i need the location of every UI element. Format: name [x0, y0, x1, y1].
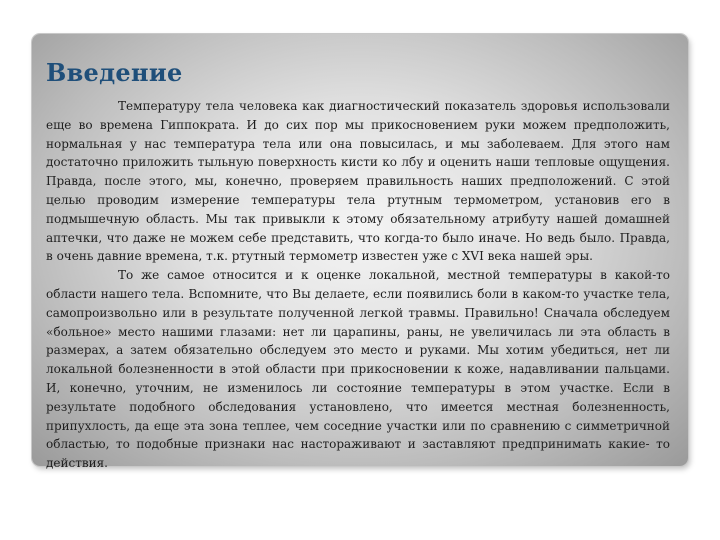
paragraph-2: То же самое относится и к оценке локальной, местной температуры в какой-то области нашего тела. Вспомните, что Вы делаете, если появились боли в каком-то участке тела, самопроизвольно или в результате полученной легкой травмы. Правильно! Сначала обследуем «больное» место нашими глазами: нет ли царапины, раны, не увеличилась ли эта область в размерах, а затем обязательно обследуем это место и руками. Мы хотим убедиться, нет ли локальной болезненности в этой области при прикосновении к коже, надавливании пальцами. И, конечно, уточним, не изменилось ли состояние температуры в этом участке. Если в результате подобного обследования установлено, что имеется местная болезненность, припухлость, да еще эта зона теплее, чем соседние участки или по сравнению с симметричной областью, то подобные признаки нас настораживают и заставляют предпринимать какие- то действия. [46, 268, 670, 471]
slide-title: Введение [46, 58, 183, 87]
paragraph-1: Температуру тела человека как диагностический показатель здоровья использовали еще во времена Гиппократа. И до сих пор мы прикосновением руки можем предположить, нормальная у нас температура тела или она повысилась, и мы заболеваем. Для этого нам достаточно приложить тыльную поверхность кисти ко лбу и оценить наши тепловые ощущения. Правда, после этого, мы, конечно, проверяем правильность наших предположений. С этой целью проводим измерение температуры тела ртутным термометром, установив его в подмышечную область. Мы так привыкли к этому обязательному атрибуту нашей домашней аптечки, что даже не можем себе представить, что когда-то было иначе. Но ведь было. Правда, в очень давние времена, т.к. ртутный термометр известен уже с XVI века нашей эры. [46, 99, 670, 264]
slide-body [46, 97, 670, 473]
